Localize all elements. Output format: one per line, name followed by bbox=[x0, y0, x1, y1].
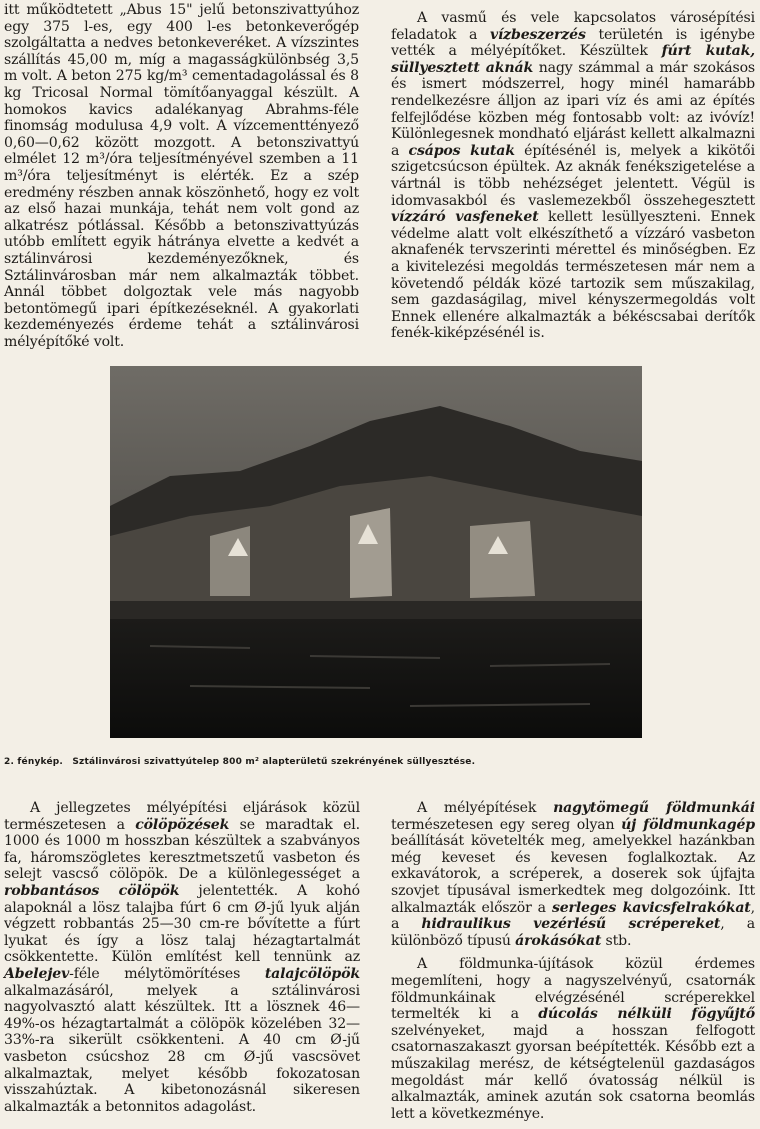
paragraph bbox=[391, 10, 755, 342]
body-text: A vasmű és vele kapcsolatos városépítési feladatok a bbox=[391, 10, 755, 43]
body-text: A földmunka-újítások közül érdemes megemlíteni, hogy a nagyszelvényű, csatornák földmunkáinak elvégzésénél scréperekkel termelték ki a bbox=[391, 956, 755, 1023]
paragraph bbox=[4, 2, 359, 350]
figure-caption bbox=[4, 757, 704, 767]
body-text: alkalmazásáról, melyek a sztálinvárosi nagyolvasztó alatt készültek. Itt a lösznek 46—49%-os hézagtartalmát a cölöpök közelében 32—33%-ra sikerült csökkenteni. A 40 cm Ø-jű vasbeton csúcshoz 28 cm Ø-jű vascsövet alkalmaztak, melyet később fokozatosan visszahúztak. A kibetonozásnál sikeresen alkalmazták a betonnitos adagolást. bbox=[4, 982, 360, 1115]
body-text: , a különböző típusú bbox=[391, 916, 755, 949]
emphasis-text: fúrt kutak, süllyesztett aknák bbox=[391, 43, 755, 76]
caption-text: Sztálinvárosi szivattyútelep 800 m² alapterületű szekrényének süllyesztése. bbox=[72, 757, 476, 767]
body-text: itt működtetett „Abus 15" jelű betonszivattyúhoz egy 375 l-es, egy 400 l-es betonkeverőgép szolgáltatta a nedves betonkeveréket. A vízszintes szállítás 45,00 m, míg a magasságkülönbség 3,5 m volt. A beton 275 kg/m³ cementadagolással és 8 kg Tricosal Normal tömítőanyaggal készült. A homokos kavics adalékanyag Abrahms-féle finomság modulusa 4,9 volt. A vízcementtényező 0,60—0,62 között mozgott. A betonszivattyú elmélet 12 m³/óra teljesítményével szemben a 11 m³/óra teljesítményt is elérték. Ez a szép eredmény részben annak köszönhető, hogy ez volt az első hazai munkája, tehát nem volt gond az alkatrész pótlással. Később a betonszivattyúzás utóbb említett egyik hátránya elvette a kedvét a sztálinvárosi kezdeményezőknek, és Sztálinvárosban már nem alkalmazták többet. Annál többet dolgoztak vele más nagyobb betontömegű ipari építkezéseknél. A gyakorlati kezdeményezés érdeme tehát a sztálinvárosi mélyépítőké volt. bbox=[4, 2, 359, 350]
body-text: beállítását követelték meg, amelyekkel hazánkban még keveset és kevesen foglalkoztak. Az exkavátorok, a scréperek, a doserek sok újfajta szovjet típusával ismerkedtek meg dolgozóink. Itt alkalmazták először a bbox=[391, 833, 755, 916]
emphasis-text: robbantásos cölöpök bbox=[4, 882, 180, 899]
caption-number: 2. fénykép. bbox=[4, 757, 64, 767]
body-text: építésénél is, melyek a kikötői szigetcsúcson épültek. Az aknák fenékszigetelése a vártnál is több nehézséget jelentett. Végül is idomvasakból és vaslemezekből összehegesztett bbox=[391, 142, 755, 209]
body-text: természetesen egy sereg olyan bbox=[391, 816, 622, 833]
emphasis-text: nagytömegű földmunkái bbox=[553, 800, 755, 816]
body-text: -féle mélytömörítéses bbox=[69, 965, 265, 982]
column-bottom-right bbox=[391, 800, 755, 1129]
paragraph bbox=[4, 800, 360, 1115]
emphasis-text: dúcolás nélküli fögyűjtő bbox=[538, 1006, 755, 1023]
body-text: stb. bbox=[601, 932, 632, 949]
column-bottom-left bbox=[4, 800, 360, 1122]
body-text: A mélyépítések bbox=[417, 800, 554, 816]
body-text: kellett lesüllyeszteni. Ennek védelme alatt volt elkészíthető a vízzáró vasbeton aknafenék tervszerinti mérettel és minőségben. Ez a kivitelezési megoldás természetesen már nem a követendő példák közé tartozik sem műszakilag, sem gazdaságilag, mivel kényszermegoldás volt Ennek ellenére alkalmazták a békéscsabai derítők fenék-kiképzésénél is. bbox=[391, 209, 755, 342]
emphasis-text: serleges kavicsfelrakókat bbox=[551, 899, 751, 916]
paragraph bbox=[391, 800, 755, 949]
emphasis-text: hidraulikus vezérlésű scrépereket bbox=[421, 916, 721, 933]
emphasis-text: talajcölöpök bbox=[264, 965, 360, 982]
emphasis-text: cölöpözések bbox=[135, 816, 230, 833]
figure-photo bbox=[110, 366, 642, 738]
body-text: , a bbox=[391, 899, 756, 933]
emphasis-text: árokásókat bbox=[515, 932, 602, 949]
photo-illustration bbox=[110, 366, 642, 738]
body-text: szelvényeket, majd a hosszan felfogott csatornaszakaszt gyorsan beépítették. Később ezt a műszakilag merész, de kétségtelenül gazdaságos megoldást már kellő óvatosság nélkül is alkalmazták, aminek azután sok csatorna beomlás lett a következménye. bbox=[391, 1022, 755, 1122]
body-text: A jellegzetes mélyépítési eljárások közül természetesen a bbox=[4, 800, 360, 833]
column-top-left bbox=[4, 2, 359, 357]
body-text: se maradtak el. 1000 és 1000 m hosszban készültek a szabványos fa, háromszögletes keresztmetszetű vasbeton és selejt vascső cölöpök. De a különlegességet a bbox=[4, 816, 360, 883]
emphasis-text: vízzáró vasfeneket bbox=[391, 209, 539, 226]
body-text: jelentették. A kohó alapoknál a lösz talajba fúrt 6 cm Ø-jű lyuk alján végzett robbantás 25—30 cm-re bővítette a fúrt lyukat és így a lösz talaj hézagtartalmát csökkentette. Külön említést kell tennünk az bbox=[4, 882, 360, 966]
emphasis-text: új földmunkagép bbox=[621, 816, 756, 833]
body-text: nagy számmal a már szokásos és ismert módszerrel, hogy minél hamarább rendelkezésre álljon az ipari víz és ami az építés felfejlődése közben még fontosabb volt: az ivóvíz! Különlegesnek mondható eljárást kellett alkalmazni a bbox=[391, 59, 755, 159]
emphasis-text: csápos kutak bbox=[408, 142, 515, 159]
body-text: területén is igénybe vették a mélyépítőket. Készültek bbox=[391, 26, 755, 60]
emphasis-text: vízbeszerzés bbox=[489, 26, 586, 43]
paragraph bbox=[391, 956, 755, 1122]
column-top-right bbox=[391, 10, 755, 349]
emphasis-text: Abelejev bbox=[4, 965, 70, 982]
